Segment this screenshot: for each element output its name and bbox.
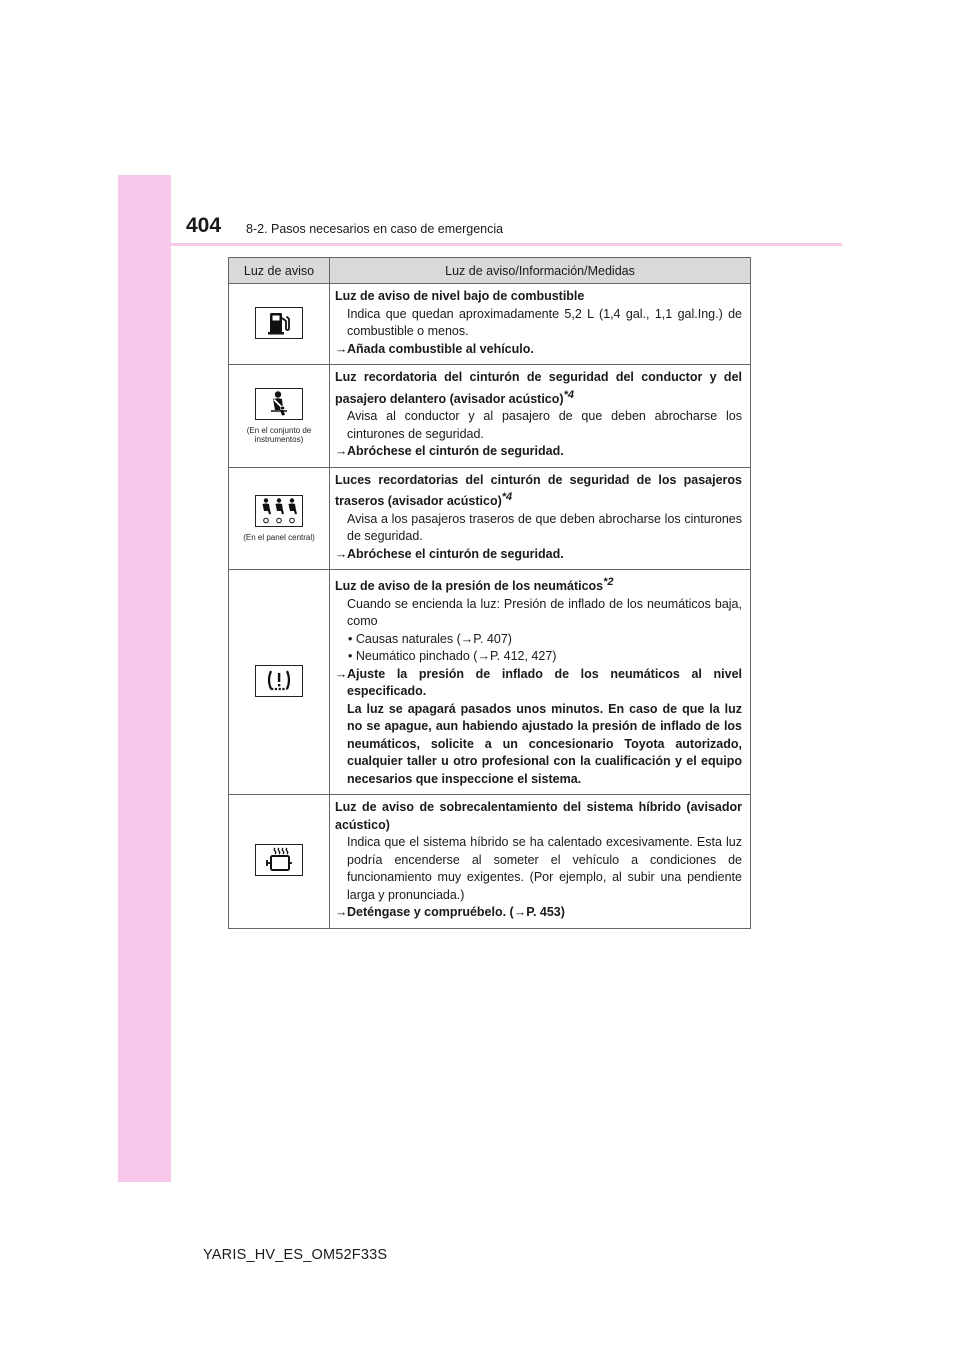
- icon-cell: [229, 570, 330, 795]
- col-header-warning-light: Luz de aviso: [229, 258, 330, 284]
- warning-action: [335, 904, 742, 922]
- warning-title: Luz de aviso de sobrecalentamiento del sistema híbrido (avisador acústico): [335, 800, 742, 832]
- icon-cell: [229, 795, 330, 929]
- col-header-info-measures: Luz de aviso/Información/Medidas: [330, 258, 751, 284]
- warning-action: [335, 546, 742, 564]
- document-code: YARIS_HV_ES_OM52F33S: [203, 1247, 388, 1263]
- list-item: • Causas naturales (→P. 407): [348, 631, 512, 646]
- warning-action: [335, 341, 742, 359]
- warning-description: Avisa a los pasajeros traseros de que deben abrocharse los cinturones de seguridad.: [347, 511, 742, 543]
- warning-title: [335, 574, 742, 596]
- icon-cell: [229, 284, 330, 365]
- table-header-row: [229, 258, 751, 284]
- warning-action-text: Ajuste la presión de inflado de los neumáticos al nivel especificado.: [347, 666, 742, 698]
- warning-description: Cuando se encienda la luz: Presión de inflado de los neumáticos baja, como: [347, 596, 742, 628]
- warning-action: [335, 443, 742, 461]
- warning-description: Indica que quedan aproximadamente 5,2 L (1,4 gal., 1,1 gal.Ing.) de combustible o menos.: [347, 306, 742, 338]
- warning-action-text: Deténgase y compruébelo. (→P. 453): [347, 905, 565, 919]
- icon-note: (En el conjunto de instrumentos): [246, 425, 312, 444]
- info-cell: [330, 570, 751, 795]
- arrow-icon: →: [335, 444, 348, 458]
- warning-action-text: Abróchese el cinturón de seguridad.: [347, 444, 564, 458]
- table-row: [229, 570, 751, 795]
- hybrid-overheat-icon: [255, 844, 303, 876]
- footnote-ref: *4: [563, 388, 574, 401]
- header-divider: [171, 243, 842, 246]
- warning-title-text: Luces recordatorias del cinturón de seguridad de los pasajeros traseros (avisador acústico): [335, 472, 742, 508]
- fuel-pump-icon: [255, 307, 303, 339]
- seatbelt-reminder-icon: [255, 388, 303, 420]
- page-number: 404: [186, 214, 222, 237]
- table-row: [229, 365, 751, 468]
- warning-lights-table: [228, 257, 751, 929]
- warning-action-text: Abróchese el cinturón de seguridad.: [347, 546, 564, 561]
- warning-title-text: Luz recordatoria del cinturón de seguridad del conductor y del pasajero delantero (avisador acústico): [335, 370, 742, 406]
- table-row: [229, 284, 751, 365]
- table-row: [229, 467, 751, 570]
- rear-seatbelt-reminder-icon: [255, 495, 303, 527]
- footnote-ref: *2: [603, 576, 614, 588]
- arrow-icon: →: [335, 546, 348, 561]
- info-cell: [330, 795, 751, 929]
- warning-extra-note: La luz se apagará pasados unos minutos. En caso de que la luz no se apague, aun habiendo ajustado la presión de inflado de los neumáticos, solicite a un concesionario Toyota autorizado, cualquier taller u otro profesional con la cualificación y el equipo necesarios que inspeccione el sistema.: [347, 701, 742, 786]
- warning-action: [335, 666, 742, 701]
- footnote-ref: *4: [501, 491, 513, 503]
- arrow-icon: →: [335, 905, 348, 919]
- warning-description: Indica que el sistema híbrido se ha calentado excesivamente. Esta luz podría encenderse al someter el vehículo a condiciones de funcionamiento muy exigentes. (Por ejemplo, al subir una pendiente larga y pronunciada.): [347, 835, 742, 902]
- info-cell: [330, 284, 751, 365]
- icon-cell: [229, 467, 330, 570]
- table-row: [229, 795, 751, 929]
- arrow-icon: →: [335, 341, 348, 356]
- warning-title: Luz de aviso de nivel bajo de combustible: [335, 289, 585, 303]
- info-cell: [330, 365, 751, 468]
- icon-note: (En el panel central): [243, 532, 315, 542]
- info-cell: [330, 467, 751, 570]
- tire-pressure-icon: [255, 665, 303, 697]
- warning-action-text: Añada combustible al vehículo.: [347, 341, 534, 356]
- arrow-icon: →: [335, 666, 348, 681]
- list-item: • Neumático pinchado (→P. 412, 427): [348, 649, 557, 663]
- section-title: 8-2. Pasos necesarios en caso de emergencia: [246, 222, 504, 236]
- warning-title: [335, 369, 742, 408]
- warning-description: Avisa al conductor y al pasajero de que deben abrocharse los cinturones de seguridad.: [347, 409, 742, 441]
- chapter-side-band: [118, 175, 171, 1182]
- icon-cell: [229, 365, 330, 468]
- warning-title: [335, 472, 742, 511]
- warning-title-text: Luz de aviso de la presión de los neumáticos: [335, 579, 604, 593]
